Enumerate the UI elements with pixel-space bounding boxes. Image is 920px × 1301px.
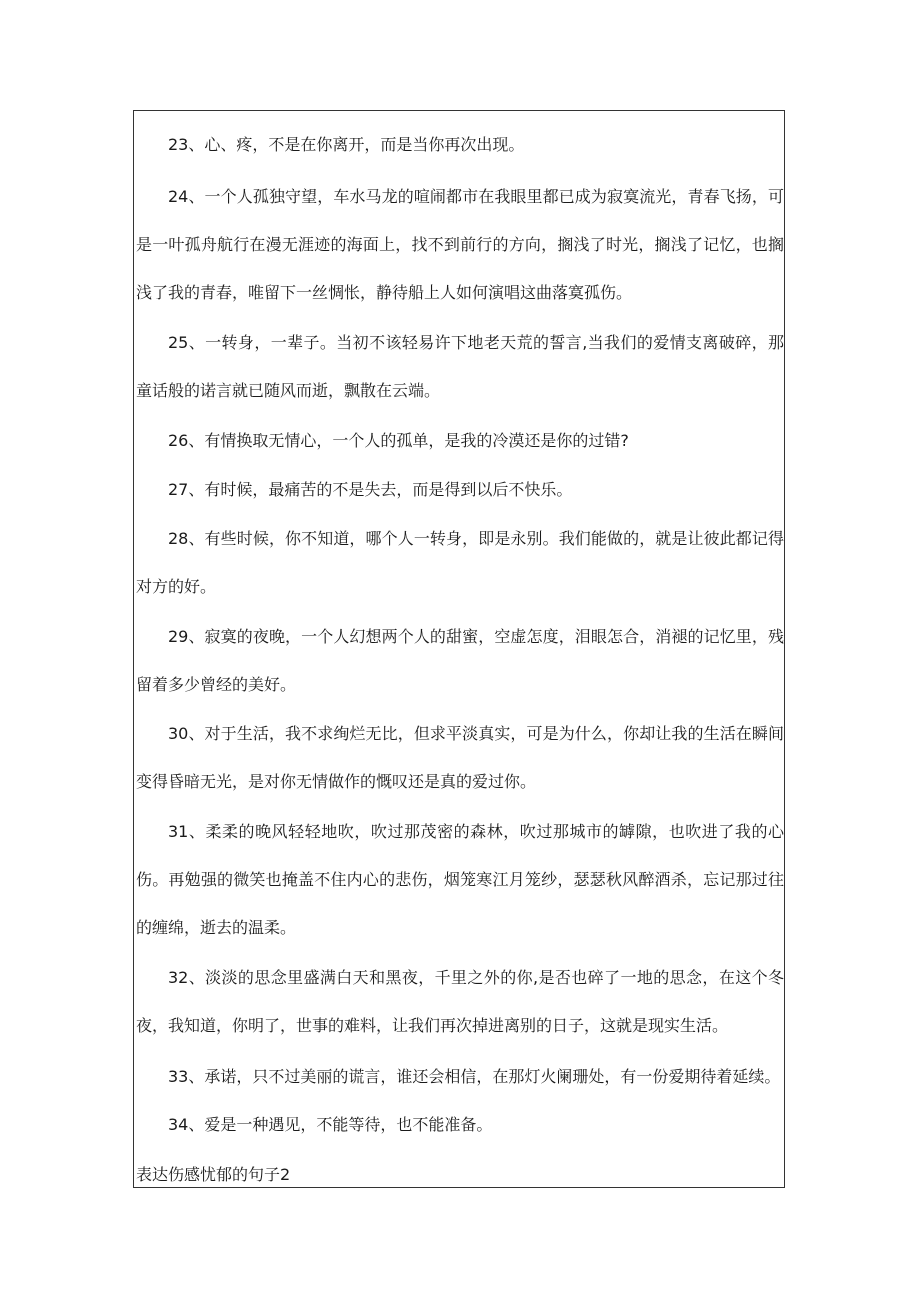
sentence-28: 28、有些时候，你不知道，哪个人一转身，即是永别。我们能做的，就是让彼此都记得对方的好。 (136, 529, 784, 596)
sentence-29: 29、寂寞的夜晚，一个人幻想两个人的甜蜜，空虚怎度，泪眼怎合，消褪的记忆里，残留着多少曾经的美好。 (136, 627, 784, 694)
sentence-27: 27、有时候，最痛苦的不是失去，而是得到以后不快乐。 (168, 480, 573, 499)
sentence-33: 33、承诺，只不过美丽的谎言，谁还会相信，在那灯火阑珊处，有一份爱期待着延续。 (168, 1067, 781, 1086)
sentence-31: 31、柔柔的晚风轻轻地吹，吹过那茂密的森林，吹过那城市的罅隙，也吹进了我的心伤。再勉强的微笑也掩盖不住内心的悲伤，烟笼寒江月笼纱，瑟瑟秋风醉酒杀，忘记那过往的缠绵，逝去的温柔。 (136, 822, 784, 937)
section-heading: 表达伤感忧郁的句子2 (136, 1165, 291, 1184)
sentence-23: 23、心、疼，不是在你离开，而是当你再次出现。 (168, 135, 525, 154)
sentence-34: 34、爱是一种遇见，不能等待，也不能准备。 (168, 1115, 493, 1134)
sentence-25: 25、一转身，一辈子。当初不该轻易许下地老天荒的誓言,当我们的爱情支离破碎，那童话般的诺言就已随风而逝，飘散在云端。 (136, 333, 784, 400)
sentence-24: 24、一个人孤独守望，车水马龙的喧闹都市在我眼里都已成为寂寞流光，青春飞扬，可是一叶孤舟航行在漫无涯迹的海面上，找不到前行的方向，搁浅了时光，搁浅了记忆，也搁浅了我的青春，唯留下一丝惆怅，静待船上人如何演唱这曲落寞孤伤。 (136, 187, 784, 302)
sentence-30: 30、对于生活，我不求绚烂无比，但求平淡真实，可是为什么，你却让我的生活在瞬间变得昏暗无光，是对你无情做作的慨叹还是真的爱过你。 (136, 724, 784, 791)
sentence-26: 26、有情换取无情心，一个人的孤单，是我的冷漠还是你的过错? (168, 431, 629, 450)
sentence-32: 32、淡淡的思念里盛满白天和黑夜，千里之外的你,是否也碎了一地的思念，在这个冬夜，我知道，你明了，世事的难料，让我们再次掉进离别的日子，这就是现实生活。 (136, 968, 784, 1035)
